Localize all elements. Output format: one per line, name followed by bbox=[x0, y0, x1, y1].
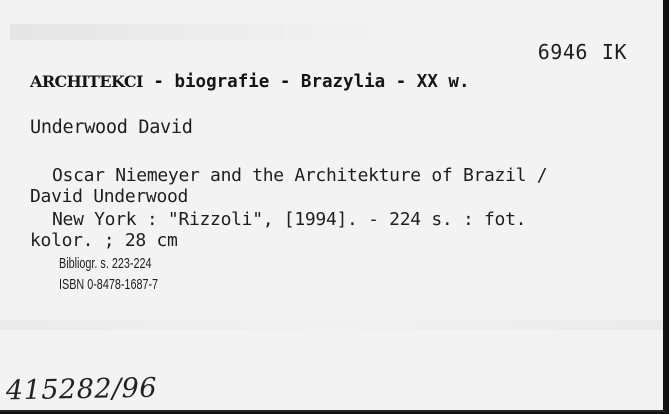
subject-headings bbox=[30, 72, 469, 92]
title-line-2: David Underwood bbox=[30, 186, 189, 207]
call-number-value: 6946 bbox=[537, 40, 588, 64]
isbn-note: ISBN 0-8478-1687-7 bbox=[59, 276, 159, 293]
imprint-line-1: New York : "Rizzoli", [1994]. - 224 s. : fot. bbox=[52, 209, 527, 230]
call-number bbox=[538, 40, 627, 64]
bibliography-note: Bibliogr. s. 223-224 bbox=[59, 255, 152, 272]
subject-rest: - biografie - Brazylia - XX w. bbox=[153, 72, 470, 92]
handwritten-accession-number: 415282/96 bbox=[5, 372, 158, 407]
imprint-line-2: kolor. ; 28 cm bbox=[30, 230, 178, 251]
scan-artifact-top bbox=[10, 24, 370, 40]
title-line-1: Oscar Niemeyer and the Architekture of Brazil / bbox=[52, 165, 548, 186]
call-number-suffix: IK bbox=[601, 40, 627, 64]
subject-first: ARCHITEKCI bbox=[30, 72, 143, 91]
scan-artifact-band bbox=[0, 320, 663, 330]
main-entry-heading: Underwood David bbox=[30, 117, 193, 138]
